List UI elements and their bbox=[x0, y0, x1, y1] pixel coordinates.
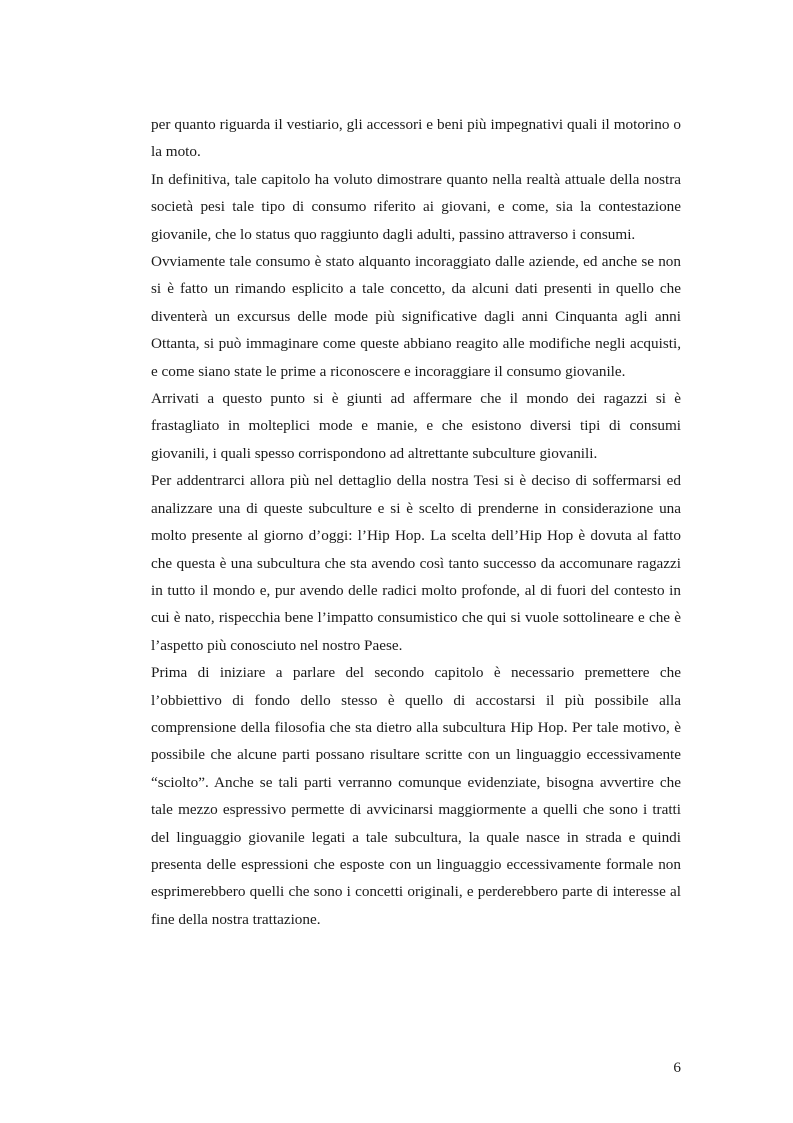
paragraph-4: Arrivati a questo punto si è giunti ad affermare che il mondo dei ragazzi si è frastagliato in molteplici mode e manie, e che esistono diversi tipi di consumi giovanili, i quali spesso corrispondono ad altrettante subculture giovanili. bbox=[151, 390, 681, 462]
paragraph-2: In definitiva, tale capitolo ha voluto dimostrare quanto nella realtà attuale della nostra società pesi tale tipo di consumo riferito ai giovani, e come, sia la contestazione giovanile, che lo status quo raggiunto dagli adulti, passino attraverso i consumi. bbox=[151, 170, 681, 243]
body-text bbox=[151, 111, 681, 933]
paragraph-3: Ovviamente tale consumo è stato alquanto incoraggiato dalle aziende, ed anche se non si è fatto un rimando esplicito a tale concetto, da alcuni dati presenti in quello che diventerà un excursus delle mode più significative dagli anni Cinquanta agli anni Ottanta, si può immaginare come queste abbiano reagito alle modifiche negli acquisti, e come siano state le prime a riconoscere e incoraggiare il consumo giovanile. bbox=[151, 253, 681, 380]
paragraph-1: per quanto riguarda il vestiario, gli accessori e beni più impegnativi quali il motorino o la moto. bbox=[151, 116, 681, 161]
paragraph-5: Per addentrarci allora più nel dettaglio della nostra Tesi si è deciso di soffermarsi ed analizzare una di queste subculture e si è scelto di prenderne in considerazione una molto presente al giorno d’oggi: l’Hip Hop. La scelta dell’Hip Hop è dovuta al fatto che questa è una subcultura che sta avendo così tanto successo da accomunare ragazzi in tutto il mondo e, pur avendo delle radici molto profonde, al di fuori del contesto in cui è nato, rispecchia bene l’impatto consumistico che qui si vuole sottolineare e che è l’aspetto più conosciuto nel nostro Paese. bbox=[151, 472, 681, 654]
paragraph-6: Prima di iniziare a parlare del secondo capitolo è necessario premettere che l’obbiettivo di fondo dello stesso è quello di accostarsi il più possibile alla comprensione della filosofia che sta dietro alla subcultura Hip Hop. Per tale motivo, è possibile che alcune parti possano risultare scritte con un linguaggio eccessivamente “sciolto”. Anche se tali parti verranno comunque evidenziate, bisogna avvertire che tale mezzo espressivo permette di avvicinarsi maggiormente a quelli che sono i tratti del linguaggio giovanile legati a tale subcultura, la quale nasce in strada e quindi presenta delle espressioni che esposte con un linguaggio eccessivamente formale non esprimerebbero quelli che sono i concetti originali, e perderebbero parte di interesse al fine della nostra trattazione. bbox=[151, 664, 681, 928]
page-number: 6 bbox=[673, 1059, 681, 1076]
